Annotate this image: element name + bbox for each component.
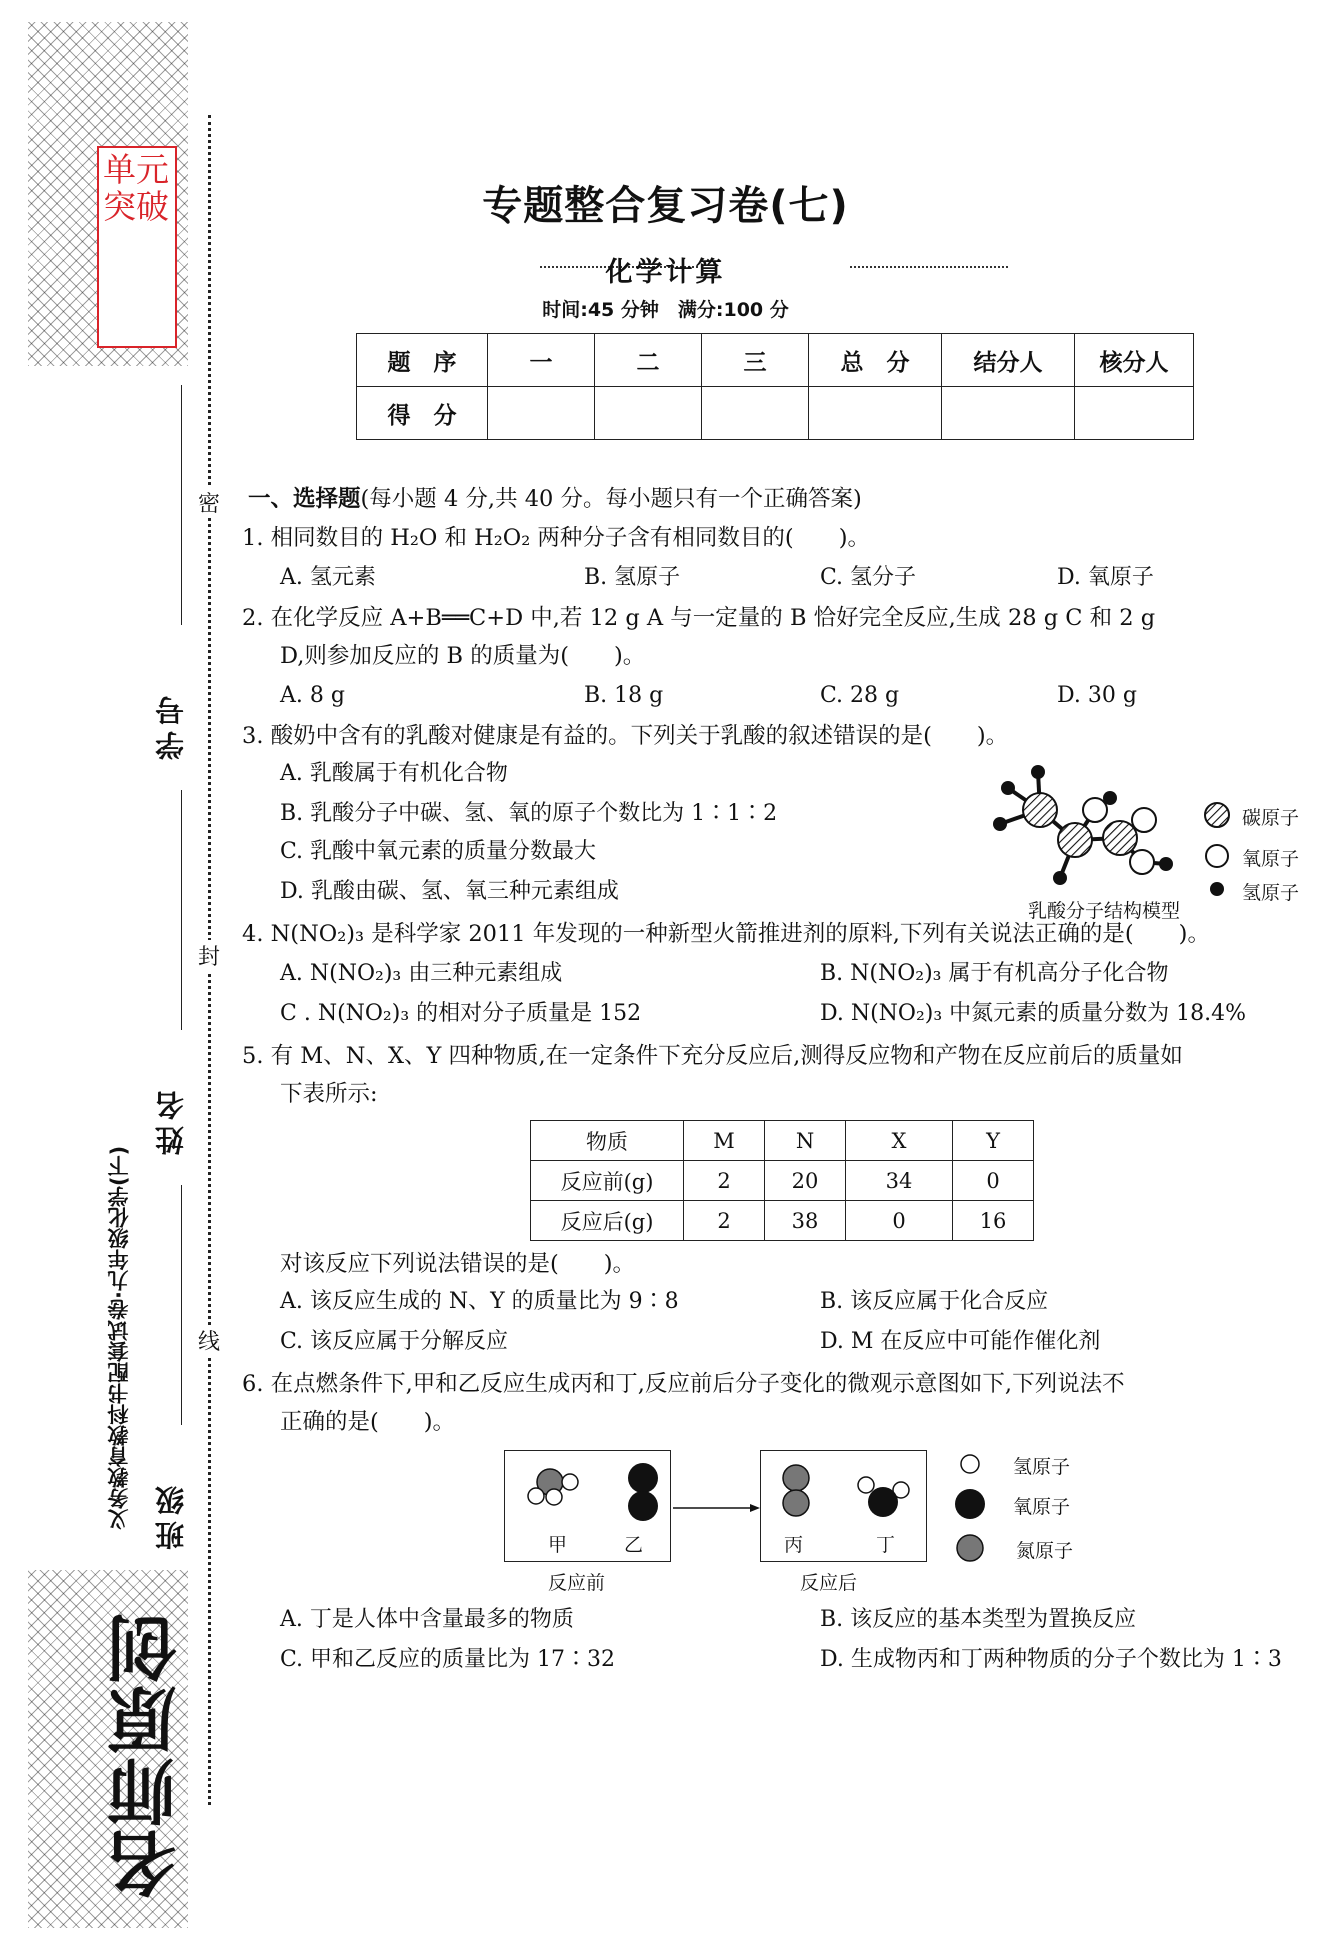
q3-option-c: C. 乳酸中氧元素的质量分数最大 bbox=[280, 839, 597, 864]
field-label-xingming: 姓名 bbox=[154, 1085, 188, 1155]
nitrogen-atom-icon bbox=[957, 1535, 983, 1561]
q3-legend-carbon: 碳原子 bbox=[1242, 807, 1300, 829]
score-cell[interactable] bbox=[942, 387, 1075, 440]
q3-option-a: A. 乳酸属于有机化合物 bbox=[280, 761, 508, 786]
q2-option-b: B. 18 g bbox=[584, 683, 664, 708]
q6-option-a: A. 丁是人体中含量最多的物质 bbox=[280, 1607, 574, 1632]
table-row bbox=[531, 1161, 1034, 1201]
table-header-cell: N bbox=[765, 1121, 846, 1161]
question-5-stem-line2: 下表所示: bbox=[280, 1081, 378, 1107]
q6-option-c: C. 甲和乙反应的质量比为 17∶32 bbox=[280, 1647, 616, 1672]
field-label-xuehao: 学号 bbox=[154, 690, 188, 760]
question-2-stem-line1: 2. 在化学反应 A+B══C+D 中,若 12 g A 与一定量的 B 恰好完全反应,生成 28 g C 和 2 g bbox=[242, 605, 1156, 631]
q3-option-b: B. 乳酸分子中碳、氢、氧的原子个数比为 1∶1∶2 bbox=[280, 801, 778, 826]
q1-option-a: A. 氢元素 bbox=[280, 565, 376, 590]
label-bing: 丙 bbox=[784, 1534, 804, 1556]
q5-option-a: A. 该反应生成的 N、Y 的质量比为 9∶8 bbox=[280, 1289, 679, 1314]
score-header-cell: 结分人 bbox=[942, 334, 1075, 387]
caption-after: 反应后 bbox=[800, 1572, 858, 1594]
question-4-stem: 4. N(NO₂)₃ 是科学家 2011 年发现的一种新型火箭推进剂的原料,下列有关说法正确的是( )。 bbox=[242, 921, 1210, 947]
series-label: 义务教育教科书配套试卷·九年级化学(下) bbox=[107, 1145, 131, 1530]
table-cell: 2 bbox=[684, 1201, 765, 1241]
question-2-stem-line2: D,则参加反应的 B 的质量为( )。 bbox=[280, 643, 646, 669]
label-yi: 乙 bbox=[624, 1534, 644, 1556]
question-1-stem: 1. 相同数目的 H₂O 和 H₂O₂ 两种分子含有相同数目的( )。 bbox=[242, 525, 870, 551]
page-subtitle: 化学计算 bbox=[605, 257, 726, 288]
q4-option-b: B. N(NO₂)₃ 属于有机高分子化合物 bbox=[820, 961, 1169, 986]
q2-option-d: D. 30 g bbox=[1057, 683, 1137, 708]
q5-option-d: D. M 在反应中可能作催化剂 bbox=[820, 1329, 1101, 1354]
oxygen-atom-icon bbox=[1206, 845, 1228, 867]
q1-option-c: C. 氢分子 bbox=[820, 565, 917, 590]
score-header-cell: 二 bbox=[595, 334, 702, 387]
score-header-cell: 核分人 bbox=[1075, 334, 1194, 387]
section-heading bbox=[248, 485, 862, 513]
lactic-acid-caption: 乳酸分子结构模型 bbox=[1028, 900, 1181, 922]
score-cell[interactable] bbox=[1075, 387, 1194, 440]
table-header-cell: 物质 bbox=[531, 1121, 684, 1161]
section-title: 一、选择题 bbox=[248, 486, 361, 512]
table-cell: 0 bbox=[953, 1161, 1034, 1201]
unit-stamp: 单元突破 bbox=[97, 146, 177, 348]
score-table bbox=[356, 333, 1194, 440]
q6-legend-symbols bbox=[955, 1452, 995, 1562]
q5-option-c: C. 该反应属于分解反应 bbox=[280, 1329, 509, 1354]
q6-option-b: B. 该反应的基本类型为置换反应 bbox=[820, 1607, 1137, 1632]
table-header-cell: Y bbox=[953, 1121, 1034, 1161]
field-line-xingming-bottom bbox=[181, 1185, 182, 1425]
score-header-cell: 一 bbox=[488, 334, 595, 387]
page-title: 专题整合复习卷(七) bbox=[482, 183, 849, 229]
cut-label-mi: 密 bbox=[196, 487, 222, 518]
hydrogen-atom-icon bbox=[1210, 882, 1224, 896]
q6-legend-nitrogen: 氮原子 bbox=[1016, 1540, 1074, 1562]
label-ding: 丁 bbox=[876, 1534, 896, 1556]
table-cell: 16 bbox=[953, 1201, 1034, 1241]
question-5-stem-line1: 5. 有 M、N、X、Y 四种物质,在一定条件下充分反应后,测得反应物和产物在反应前后的质量如 bbox=[242, 1043, 1183, 1069]
table-header-cell: M bbox=[684, 1121, 765, 1161]
score-cell[interactable] bbox=[702, 387, 809, 440]
section-note: (每小题 4 分,共 40 分。每小题只有一个正确答案) bbox=[360, 486, 862, 512]
table-cell: 0 bbox=[846, 1201, 953, 1241]
label-jia: 甲 bbox=[548, 1534, 568, 1556]
q6-legend-oxygen: 氧原子 bbox=[1013, 1496, 1071, 1518]
table-header-cell: X bbox=[846, 1121, 953, 1161]
field-line-xingming-top bbox=[181, 790, 182, 1030]
q4-option-c: C . N(NO₂)₃ 的相对分子质量是 152 bbox=[280, 1001, 642, 1026]
field-label-banji: 班级 bbox=[154, 1480, 188, 1550]
q4-option-d: D. N(NO₂)₃ 中氮元素的质量分数为 18.4% bbox=[820, 1001, 1247, 1026]
caption-before: 反应前 bbox=[548, 1572, 606, 1594]
lactic-acid-model bbox=[980, 760, 1180, 895]
question-6-stem-line1: 6. 在点燃条件下,甲和乙反应生成丙和丁,反应前后分子变化的微观示意图如下,下列说法不 bbox=[242, 1371, 1125, 1397]
table-cell: 34 bbox=[846, 1161, 953, 1201]
question-6-stem-line2: 正确的是( )。 bbox=[280, 1409, 456, 1435]
hydrogen-atom-icon bbox=[961, 1455, 979, 1473]
table-row bbox=[531, 1201, 1034, 1241]
table-cell: 38 bbox=[765, 1201, 846, 1241]
score-cell[interactable] bbox=[809, 387, 942, 440]
score-cell[interactable] bbox=[595, 387, 702, 440]
table-cell: 反应前(g) bbox=[531, 1161, 684, 1201]
table-cell: 反应后(g) bbox=[531, 1201, 684, 1241]
question-3-stem: 3. 酸奶中含有的乳酸对健康是有益的。下列关于乳酸的叙述错误的是( )。 bbox=[242, 723, 1009, 749]
q3-option-d: D. 乳酸由碳、氢、氧三种元素组成 bbox=[280, 879, 619, 904]
score-row-label: 得 分 bbox=[357, 387, 488, 440]
q1-option-b: B. 氢原子 bbox=[584, 565, 681, 590]
score-header-cell: 总 分 bbox=[809, 334, 942, 387]
q6-legend-hydrogen: 氢原子 bbox=[1013, 1456, 1071, 1478]
q3-legend-oxygen: 氧原子 bbox=[1242, 848, 1300, 870]
q2-option-c: C. 28 g bbox=[820, 683, 900, 708]
q2-option-a: A. 8 g bbox=[280, 683, 345, 708]
question-5-prompt: 对该反应下列说法错误的是( )。 bbox=[280, 1251, 636, 1277]
q3-legend-hydrogen: 氢原子 bbox=[1242, 882, 1300, 904]
cut-label-feng: 封 bbox=[196, 940, 222, 971]
q6-option-d: D. 生成物丙和丁两种物质的分子个数比为 1∶3 bbox=[820, 1647, 1282, 1672]
table-cell: 20 bbox=[765, 1161, 846, 1201]
cut-label-xian: 线 bbox=[196, 1325, 222, 1356]
score-header-cell: 题 序 bbox=[357, 334, 488, 387]
q3-legend-symbols bbox=[1202, 800, 1232, 900]
brand-title: 名师原创 bbox=[105, 1611, 188, 1899]
time-info: 时间:45 分钟 满分:100 分 bbox=[542, 299, 789, 321]
q1-option-d: D. 氧原子 bbox=[1057, 565, 1154, 590]
score-cell[interactable] bbox=[488, 387, 595, 440]
score-header-cell: 三 bbox=[702, 334, 809, 387]
q4-option-a: A. N(NO₂)₃ 由三种元素组成 bbox=[280, 961, 563, 986]
table-cell: 2 bbox=[684, 1161, 765, 1201]
carbon-atom-icon bbox=[1205, 803, 1229, 827]
q5-option-b: B. 该反应属于化合反应 bbox=[820, 1289, 1049, 1314]
field-line-xuehao-top bbox=[181, 385, 182, 625]
mass-data-table bbox=[530, 1120, 1034, 1241]
reaction-diagram bbox=[504, 1450, 934, 1560]
oxygen-atom-icon bbox=[955, 1489, 985, 1519]
